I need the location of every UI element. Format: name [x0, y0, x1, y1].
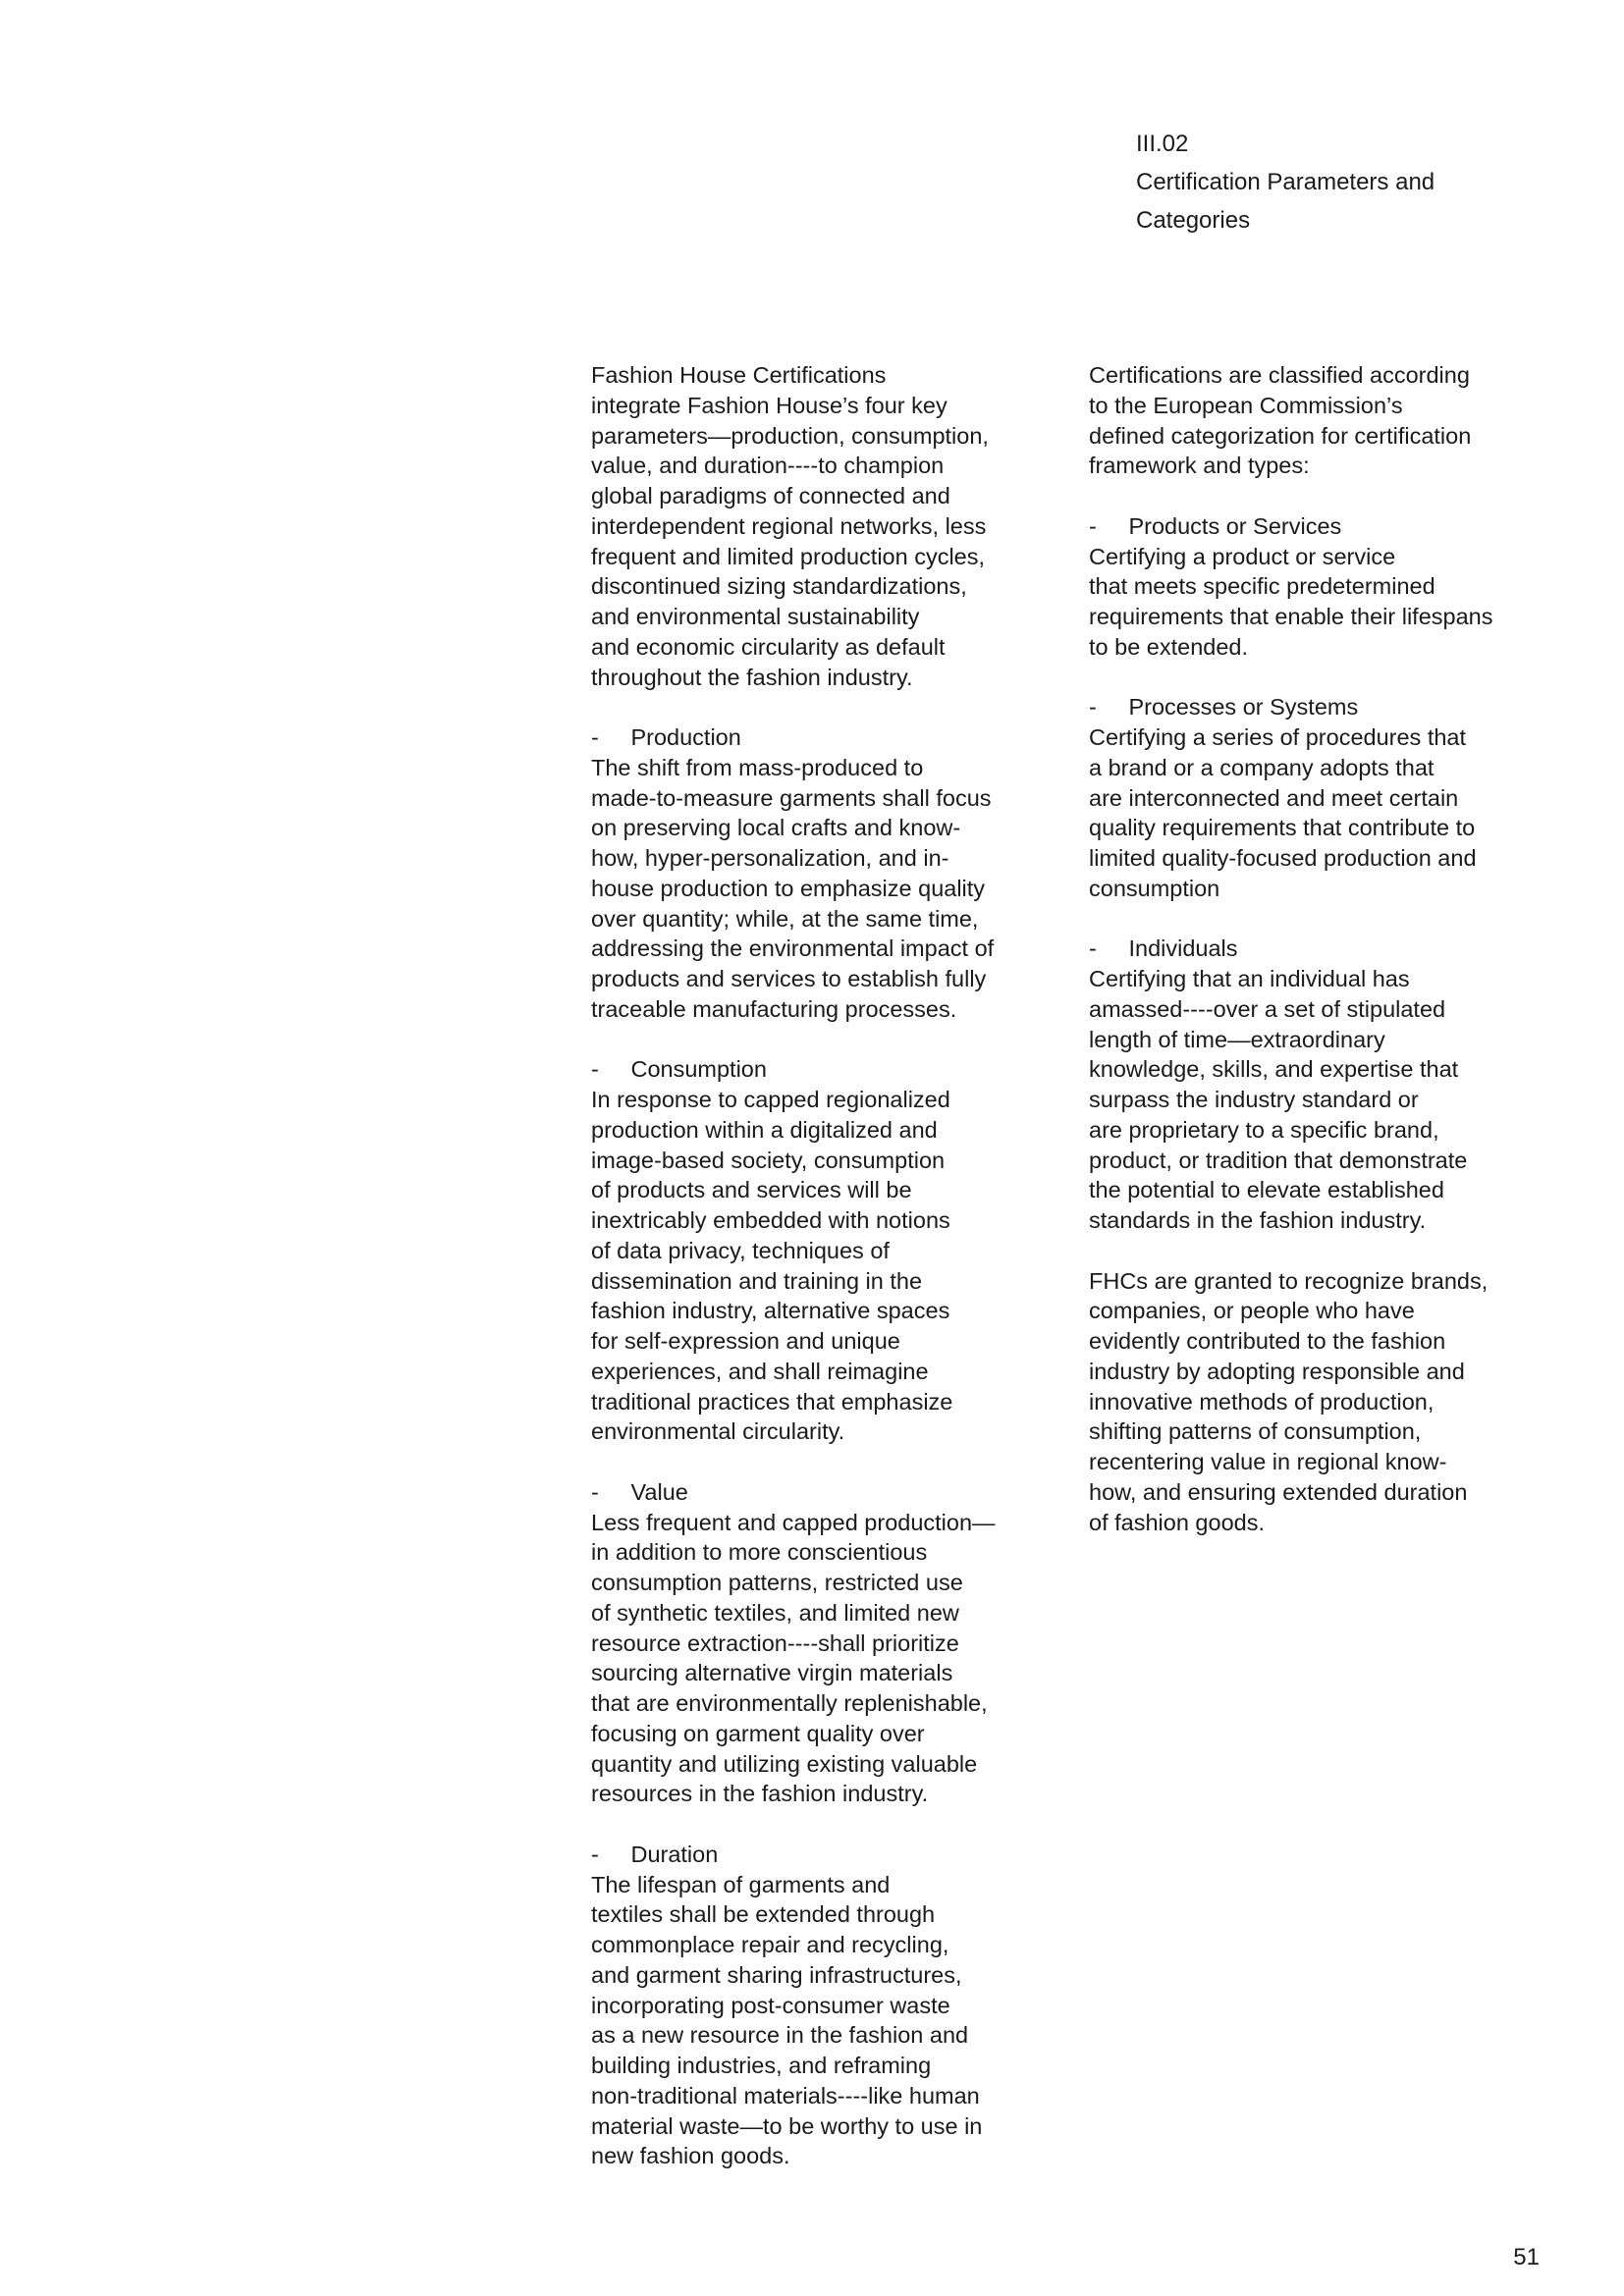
text-line: amassed----over a set of stipulated: [1089, 995, 1446, 1022]
text-line: [591, 1809, 996, 1840]
section-title-line: Categories: [1136, 207, 1251, 234]
text-line: how, hyper-personalization, and in-: [591, 845, 949, 871]
text-line: of fashion goods.: [1089, 1509, 1265, 1535]
text-line: - Processes or Systems: [1089, 694, 1359, 721]
text-line: how, and ensuring extended duration: [1089, 1478, 1468, 1505]
text-line: defined categorization for certification: [1089, 422, 1472, 449]
text-line: production within a digitalized and: [591, 1116, 938, 1143]
text-line: the potential to elevate established: [1089, 1177, 1444, 1203]
text-line: traditional practices that emphasize: [591, 1388, 953, 1415]
text-line: that are environmentally replenishable,: [591, 1690, 988, 1716]
text-line: a brand or a company adopts that: [1089, 754, 1435, 780]
text-line: non-traditional materials----like human: [591, 2082, 980, 2109]
text-line: environmental circularity.: [591, 1418, 845, 1445]
text-line: are interconnected and meet certain: [1089, 784, 1459, 811]
text-line: of data privacy, techniques of: [591, 1237, 890, 1263]
text-line: incorporating post-consumer waste: [591, 1992, 950, 2018]
text-line: on preserving local crafts and know-: [591, 815, 961, 841]
text-line: throughout the fashion industry.: [591, 664, 913, 690]
text-line: parameters—production, consumption,: [591, 422, 989, 449]
text-line: requirements that enable their lifespans: [1089, 604, 1493, 629]
text-line: knowledge, skills, and expertise that: [1089, 1056, 1459, 1083]
text-line: The shift from mass-produced to: [591, 754, 924, 780]
text-line: shifting patterns of consumption,: [1089, 1418, 1422, 1445]
text-line: evidently contributed to the fashion: [1089, 1328, 1446, 1354]
text-line: of products and services will be: [591, 1177, 912, 1203]
text-line: textiles shall be extended through: [591, 1901, 936, 1928]
text-line: global paradigms of connected and: [591, 483, 950, 508]
text-line: [1089, 1236, 1493, 1266]
text-line: integrate Fashion House’s four key: [591, 392, 947, 418]
right-text-column: [1089, 360, 1493, 1537]
text-line: inextricably embedded with notions: [591, 1207, 950, 1233]
text-line: fashion industry, alternative spaces: [591, 1298, 950, 1324]
text-line: products and services to establish fully: [591, 966, 987, 991]
text-line: - Duration: [591, 1841, 719, 1867]
text-line: standards in the fashion industry.: [1089, 1207, 1427, 1233]
text-line: commonplace repair and recycling,: [591, 1932, 949, 1957]
text-line: length of time—extraordinary: [1089, 1026, 1385, 1052]
page-number: 51: [1513, 2244, 1540, 2270]
text-line: FHCs are granted to recognize brands,: [1089, 1267, 1489, 1294]
section-header: [1136, 125, 1435, 240]
text-line: and garment sharing infrastructures,: [591, 1961, 962, 1988]
text-line: value, and duration----to champion: [591, 453, 945, 479]
text-line: The lifespan of garments and: [591, 1871, 891, 1897]
text-line: quantity and utilizing existing valuable: [591, 1750, 978, 1777]
text-line: dissemination and training in the: [591, 1267, 923, 1294]
text-line: [591, 1025, 996, 1055]
text-line: are proprietary to a specific brand,: [1089, 1116, 1439, 1143]
section-title-line: Certification Parameters and: [1136, 169, 1435, 195]
text-line: house production to emphasize quality: [591, 875, 986, 901]
text-line: to be extended.: [1089, 633, 1249, 660]
text-line: - Consumption: [591, 1056, 767, 1083]
text-line: quality requirements that contribute to: [1089, 815, 1476, 841]
text-line: product, or tradition that demonstrate: [1089, 1147, 1468, 1173]
text-line: companies, or people who have: [1089, 1298, 1415, 1324]
text-line: Certifying a product or service: [1089, 543, 1396, 569]
text-line: consumption patterns, restricted use: [591, 1570, 963, 1595]
text-line: [1089, 481, 1493, 511]
text-line: over quantity; while, at the same time,: [591, 905, 979, 932]
text-line: for self-expression and unique: [591, 1328, 900, 1354]
text-line: Certifying a series of procedures that: [1089, 724, 1467, 750]
text-line: Less frequent and capped production—: [591, 1509, 996, 1535]
text-line: and environmental sustainability: [591, 604, 920, 629]
text-line: In response to capped regionalized: [591, 1087, 950, 1112]
text-line: framework and types:: [1089, 453, 1310, 479]
text-line: industry by adopting responsible and: [1089, 1358, 1465, 1384]
left-text-column: [591, 360, 996, 2171]
text-line: made-to-measure garments shall focus: [591, 784, 992, 811]
text-line: Certifications are classified according: [1089, 362, 1470, 388]
text-line: to the European Commission’s: [1089, 392, 1403, 418]
text-line: focusing on garment quality over: [591, 1720, 925, 1746]
text-line: interdependent regional networks, less: [591, 512, 987, 539]
text-line: - Value: [591, 1478, 688, 1505]
text-line: sourcing alternative virgin materials: [591, 1660, 953, 1686]
text-line: [591, 1447, 996, 1477]
text-line: experiences, and shall reimagine: [591, 1358, 929, 1384]
text-line: - Individuals: [1089, 935, 1238, 962]
text-line: of synthetic textiles, and limited new: [591, 1599, 959, 1626]
text-line: Fashion House Certifications: [591, 362, 887, 388]
section-number: III.02: [1136, 131, 1189, 157]
text-line: [1089, 663, 1493, 693]
text-line: resource extraction----shall prioritize: [591, 1629, 959, 1656]
text-line: image-based society, consumption: [591, 1147, 946, 1173]
text-line: consumption: [1089, 875, 1220, 901]
text-line: innovative methods of production,: [1089, 1388, 1435, 1415]
text-line: - Products or Services: [1089, 512, 1342, 539]
text-line: addressing the environmental impact of: [591, 935, 995, 962]
text-line: recentering value in regional know-: [1089, 1449, 1447, 1474]
text-line: that meets specific predetermined: [1089, 573, 1435, 600]
text-line: building industries, and reframing: [591, 2053, 932, 2078]
text-line: limited quality-focused production and: [1089, 845, 1477, 871]
text-line: [591, 692, 996, 722]
text-line: resources in the fashion industry.: [591, 1781, 929, 1807]
text-line: new fashion goods.: [591, 2143, 790, 2169]
text-line: and economic circularity as default: [591, 633, 946, 660]
text-line: traceable manufacturing processes.: [591, 995, 957, 1022]
text-line: material waste—to be worthy to use in: [591, 2112, 983, 2139]
text-line: - Production: [591, 724, 741, 750]
text-line: surpass the industry standard or: [1089, 1087, 1419, 1112]
text-line: as a new resource in the fashion and: [591, 2022, 969, 2049]
text-line: Certifying that an individual has: [1089, 966, 1410, 991]
text-line: [1089, 904, 1493, 934]
text-line: discontinued sizing standardizations,: [591, 573, 967, 600]
text-line: frequent and limited production cycles,: [591, 543, 986, 569]
text-line: in addition to more conscientious: [591, 1539, 928, 1566]
